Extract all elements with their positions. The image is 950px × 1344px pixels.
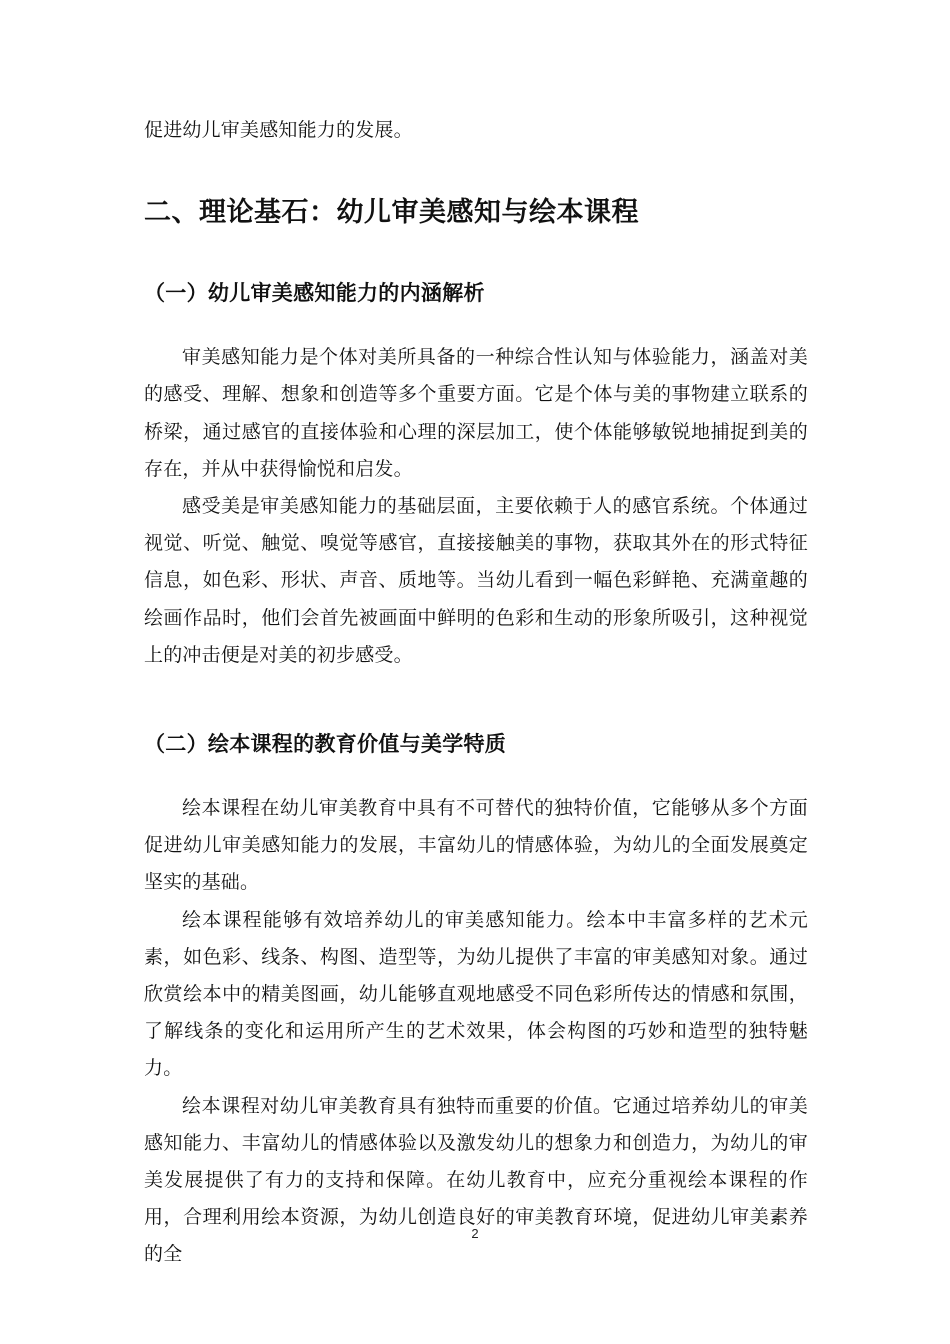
body-paragraph: 绘本课程对幼儿审美教育具有独特而重要的价值。它通过培养幼儿的审美感知能力、丰富幼儿的情感体验以及激发幼儿的想象力和创造力，为幼儿的审美发展提供了有力的支持和保障。在幼儿教育中，应充分重视绘本课程的作用，合理利用绘本资源，为幼儿创造良好的审美教育环境，促进幼儿审美素养的全 xyxy=(144,1094,808,1266)
section-heading: 二、理论基石：幼儿审美感知与绘本课程 xyxy=(144,197,639,229)
lead-paragraph: 促进幼儿审美感知能力的发展。 xyxy=(144,119,413,141)
body-paragraph: 感受美是审美感知能力的基础层面，主要依赖于人的感官系统。个体通过视觉、听觉、触觉、嗅觉等感官，直接接触美的事物，获取其外在的形式特征信息，如色彩、形状、声音、质地等。当幼儿看到一幅色彩鲜艳、充满童趣的绘画作品时，他们会首先被画面中鲜明的色彩和生动的形象所吸引，这种视觉上的冲击便是对美的初步感受。 xyxy=(144,495,808,666)
subsection-heading-1: （一）幼儿审美感知能力的内涵解析 xyxy=(144,281,485,306)
page-number: 2 xyxy=(471,1226,479,1241)
page-content xyxy=(144,112,808,1274)
body-paragraph: 绘本课程能够有效培养幼儿的审美感知能力。绘本中丰富多样的艺术元素，如色彩、线条、构图、造型等，为幼儿提供了丰富的审美感知对象。通过欣赏绘本中的精美图画，幼儿能够直观地感受不同色彩所传达的情感和氛围，了解线条的变化和运用所产生的艺术效果，体会构图的巧妙和造型的独特魅力。 xyxy=(144,908,808,1080)
subsection-heading-2: （二）绘本课程的教育价值与美学特质 xyxy=(144,732,507,757)
body-paragraph: 绘本课程在幼儿审美教育中具有不可替代的独特价值，它能够从多个方面促进幼儿审美感知能力的发展，丰富幼儿的情感体验，为幼儿的全面发展奠定坚实的基础。 xyxy=(144,797,808,894)
body-paragraph: 审美感知能力是个体对美所具备的一种综合性认知与体验能力，涵盖对美的感受、理解、想象和创造等多个重要方面。它是个体与美的事物建立联系的桥梁，通过感官的直接体验和心理的深层加工，使个体能够敏锐地捕捉到美的存在，并从中获得愉悦和启发。 xyxy=(144,346,808,480)
